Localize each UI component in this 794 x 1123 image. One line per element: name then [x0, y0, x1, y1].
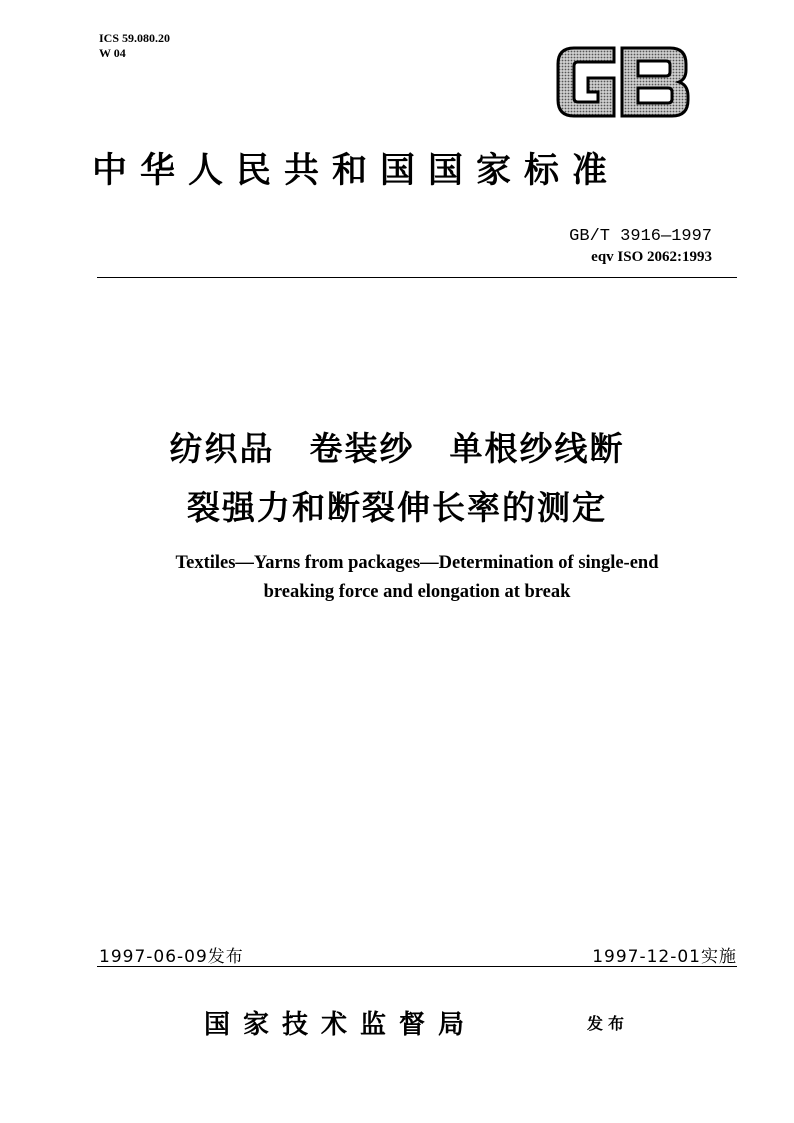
- standard-number-block: [569, 227, 712, 267]
- issue-label: 发布: [587, 1014, 630, 1033]
- english-title-line-2: breaking force and elongation at break: [263, 582, 571, 602]
- country-standard-title: 中华人民共和国国家标准: [92, 151, 621, 190]
- ccs-code: W 04: [99, 46, 126, 60]
- top-divider: [97, 277, 737, 278]
- issue-date: 1997-06-09发布: [99, 947, 244, 967]
- classification-codes: [99, 31, 170, 61]
- chinese-title-line-2: 裂强力和断裂伸长率的测定: [187, 488, 607, 527]
- equivalent-standard: eqv ISO 2062:1993: [591, 249, 712, 265]
- issuing-authority: 国家技术监督局: [204, 1010, 478, 1039]
- english-title-line-1: Textiles—Yarns from packages—Determination of single-end: [175, 553, 659, 573]
- standard-code: GB/T 3916—1997: [569, 227, 712, 246]
- chinese-title-line-1: 纺织品 卷装纱 单根纱线断: [169, 429, 625, 468]
- bottom-divider: [97, 966, 737, 967]
- implementation-date: 1997-12-01实施: [592, 947, 737, 967]
- gb-logo: [552, 44, 692, 120]
- ics-code: ICS 59.080.20: [99, 31, 171, 45]
